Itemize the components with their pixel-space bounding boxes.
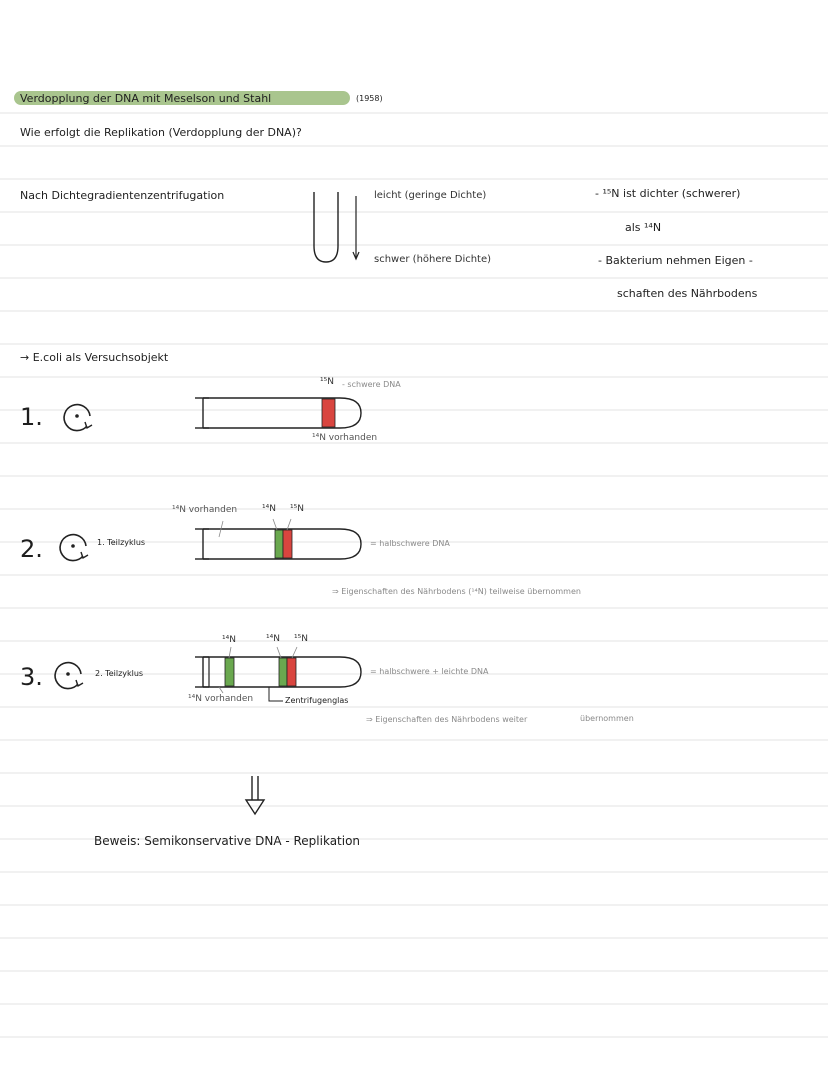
cycle-icon	[50, 656, 86, 692]
heavy-label: schwer (höhere Dichte)	[374, 254, 492, 265]
page-title: Verdopplung der DNA mit Meselson und Stahl	[20, 92, 272, 105]
step2-label-14n-vorhanden: ¹⁴N vorhanden	[172, 505, 238, 515]
step3-conclusion: ⇒ Eigenschaften des Nährbodens weiter	[366, 715, 528, 724]
cycle-icon	[55, 528, 91, 564]
test-tube-2	[195, 527, 365, 563]
question: Wie erfolgt die Replikation (Verdopplung der DNA)?	[20, 126, 302, 139]
light-band	[279, 658, 287, 686]
step2-label-14n: ¹⁴N	[262, 504, 276, 514]
cycle-icon	[59, 398, 95, 434]
step3-conclusion-end: übernommen	[580, 714, 634, 723]
note-n15-line2: als ¹⁴N	[625, 221, 662, 234]
step3-label-15n: ¹⁵N	[294, 634, 308, 644]
heavy-band	[322, 399, 335, 427]
step1-label-top: ¹⁵N	[320, 377, 334, 387]
step3-cycle: 2. Teilzyklus	[95, 669, 144, 678]
step2-result: = halbschwere DNA	[370, 539, 450, 548]
step2-label-15n: ¹⁵N	[290, 504, 304, 514]
note-bacteria-line1: - Bakterium nehmen Eigen -	[598, 254, 753, 267]
heavy-band	[283, 530, 292, 558]
centrifuge-tube-icon	[310, 188, 370, 268]
step2-cycle: 1. Teilzyklus	[97, 538, 146, 547]
light-band	[225, 658, 234, 686]
step1-label-bottom: ¹⁴N vorhanden	[312, 433, 378, 443]
title-year: (1958)	[356, 94, 383, 103]
note-bacteria-line2: schaften des Nährbodens	[617, 287, 758, 300]
step3-number: 3.	[20, 663, 43, 691]
step1-number: 1.	[20, 403, 43, 431]
step3-glass-label: Zentrifugenglas	[285, 696, 349, 705]
step3-label-14n-b: ¹⁴N	[266, 634, 280, 644]
note-n15-line1: - ¹⁵N ist dichter (schwerer)	[595, 187, 741, 200]
test-tube-3	[195, 655, 365, 691]
step2-number: 2.	[20, 535, 43, 563]
step3-label-14n-vorhanden: ¹⁴N vorhanden	[188, 694, 254, 704]
centrifugation-label: Nach Dichtegradientenzentrifugation	[20, 189, 225, 202]
light-label: leicht (geringe Dichte)	[374, 190, 487, 201]
heavy-band	[287, 658, 296, 686]
light-band	[275, 530, 283, 558]
down-arrow-icon	[242, 774, 268, 816]
step1-label-note: - schwere DNA	[342, 380, 401, 389]
step2-conclusion: ⇒ Eigenschaften des Nährbodens (¹⁴N) teilweise übernommen	[332, 587, 581, 596]
step3-label-14n-a: ¹⁴N	[222, 635, 236, 645]
proof-statement: Beweis: Semikonservative DNA - Replikation	[94, 834, 361, 848]
step3-result: = halbschwere + leichte DNA	[370, 667, 489, 676]
ecoli-note: → E.coli als Versuchsobjekt	[20, 351, 169, 364]
test-tube-1	[195, 396, 365, 432]
